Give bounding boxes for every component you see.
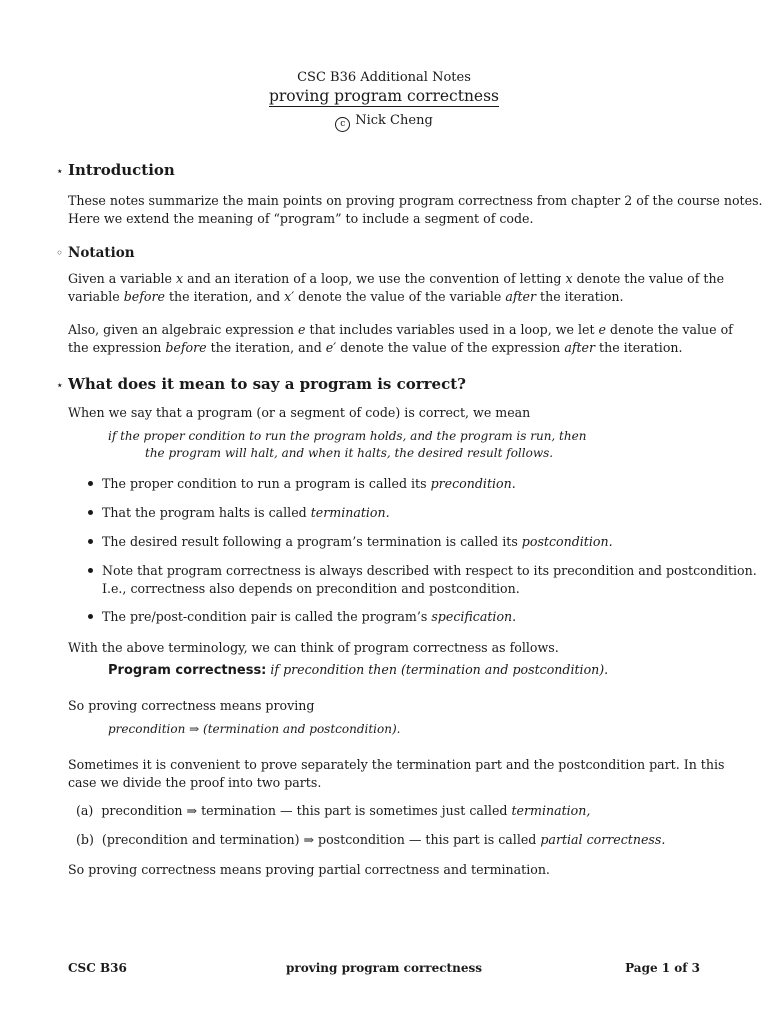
star-icon: ⋆ <box>56 378 64 392</box>
notation-paragraph-1: Given a variable x and an iteration of a loop, we use the convention of letting x denote the value of the variable before the iteration, and x′ denote the value of the variable after the iteration. <box>68 271 725 304</box>
document-title: proving program correctness <box>268 87 500 105</box>
enum-item-a: (a) precondition ⇒ termination — this part is sometimes just called termination, <box>76 803 591 818</box>
author-name: Nick Cheng <box>355 113 433 128</box>
author-line <box>0 113 768 132</box>
final-paragraph: So proving correctness means proving partial correctness and termination. <box>68 862 550 877</box>
enum-item-b: (b) (precondition and termination) ⇒ postcondition — this part is called partial correctness. <box>76 832 666 847</box>
notation-paragraph-2: Also, given an algebraic expression e that includes variables used in a loop, we let e denote the value of the expression before the iteration, and e′ denote the value of the expression after the iteration. <box>68 322 733 355</box>
footer-page-number: Page 1 of 3 <box>625 961 700 975</box>
bullet-icon <box>88 539 93 544</box>
bullet-icon <box>88 510 93 515</box>
star-icon: ⋆ <box>56 164 64 178</box>
quote-line-1: if the proper condition to run the program holds, and the program is run, then <box>108 429 587 443</box>
circle-icon: ◦ <box>56 246 64 260</box>
bullet-icon <box>88 614 93 619</box>
proving-lead: So proving correctness means proving <box>68 698 315 713</box>
sometimes-paragraph: Sometimes it is convenient to prove separately the termination part and the postcondition part. In this case we divide the proof into two parts. <box>68 757 725 790</box>
footer-title: proving program correctness <box>286 961 482 975</box>
bullet-icon <box>88 481 93 486</box>
subsection-heading-notation: ◦ Notation <box>56 245 135 261</box>
terminology-paragraph: With the above terminology, we can think of program correctness as follows. <box>68 640 559 655</box>
correctness-formula: precondition ⇒ (termination and postcondition). <box>108 722 401 736</box>
bullet-icon <box>88 568 93 573</box>
intro-paragraph: These notes summarize the main points on proving program correctness from chapter 2 of the course notes. Here we extend the meaning of “program” to include a segment of code. <box>68 193 763 226</box>
section-heading-introduction: ⋆ Introduction <box>56 161 175 179</box>
document-page: CSC B36 Additional Notes proving program correctness c Nick Cheng ⋆ Introduction These notes summarize the main points on proving program correctness from chapter 2 of the course notes. Here we extend the meaning of “program” to include a segment of code. ◦ Notation Given a variable x and an iteration of a loop, we use the convention of letting x denote the value of the variable before the iteration, and x′ denote the value of the variable after the iteration. Also, given an algebraic expression e that includes variables used in a loop, we let e denote the value of the expression before the iteration, and e′ denote the value of the expression after the iteration. ⋆ What does it mean to say a program is correct? When we say that a program (or a segment of code) is correct, we mean if the proper condition to run the program holds, and the program is run, then the program will halt, and when it halts, the desired result follows. The proper condition to run a program is called its precondition. That the program halts is called termination. The desired result following a program’s termination is called its postcondition. Note that program correctness is always described with respect to its precondition and postcondition. I.e., correctness also depends on precondition and postcondition. The pre/post-condition pair is called the program’s specification. With the above terminology, we can think of program correctness as follows. Program correctness: if precondition then (termination and postcondition). So proving correctness means proving precondition ⇒ (termination and postcondition). Sometimes it is convenient to prove separately the termination part and the postcondition part. In this case we divide the proof into two parts. (a) precondition ⇒ termination — this part is sometimes just called termination, (b) (precondition and termination) ⇒ postcondition — this part is called partial correctness. So proving correctness means proving partial correctness and termination. CSC B36 proving program correctness Page 1 of 3 <box>0 0 768 1024</box>
course-header: CSC B36 Additional Notes <box>297 70 471 85</box>
footer-course: CSC B36 <box>68 961 127 975</box>
section-heading-correctness: ⋆ What does it mean to say a program is correct? <box>56 375 466 393</box>
quote-line-2: the program will halt, and when it halts, the desired result follows. <box>145 446 554 460</box>
program-correctness-definition: Program correctness: if precondition then (termination and postcondition). <box>108 662 609 678</box>
copyright-icon: c <box>335 117 350 132</box>
correctness-lead: When we say that a program (or a segment of code) is correct, we mean <box>68 405 531 420</box>
